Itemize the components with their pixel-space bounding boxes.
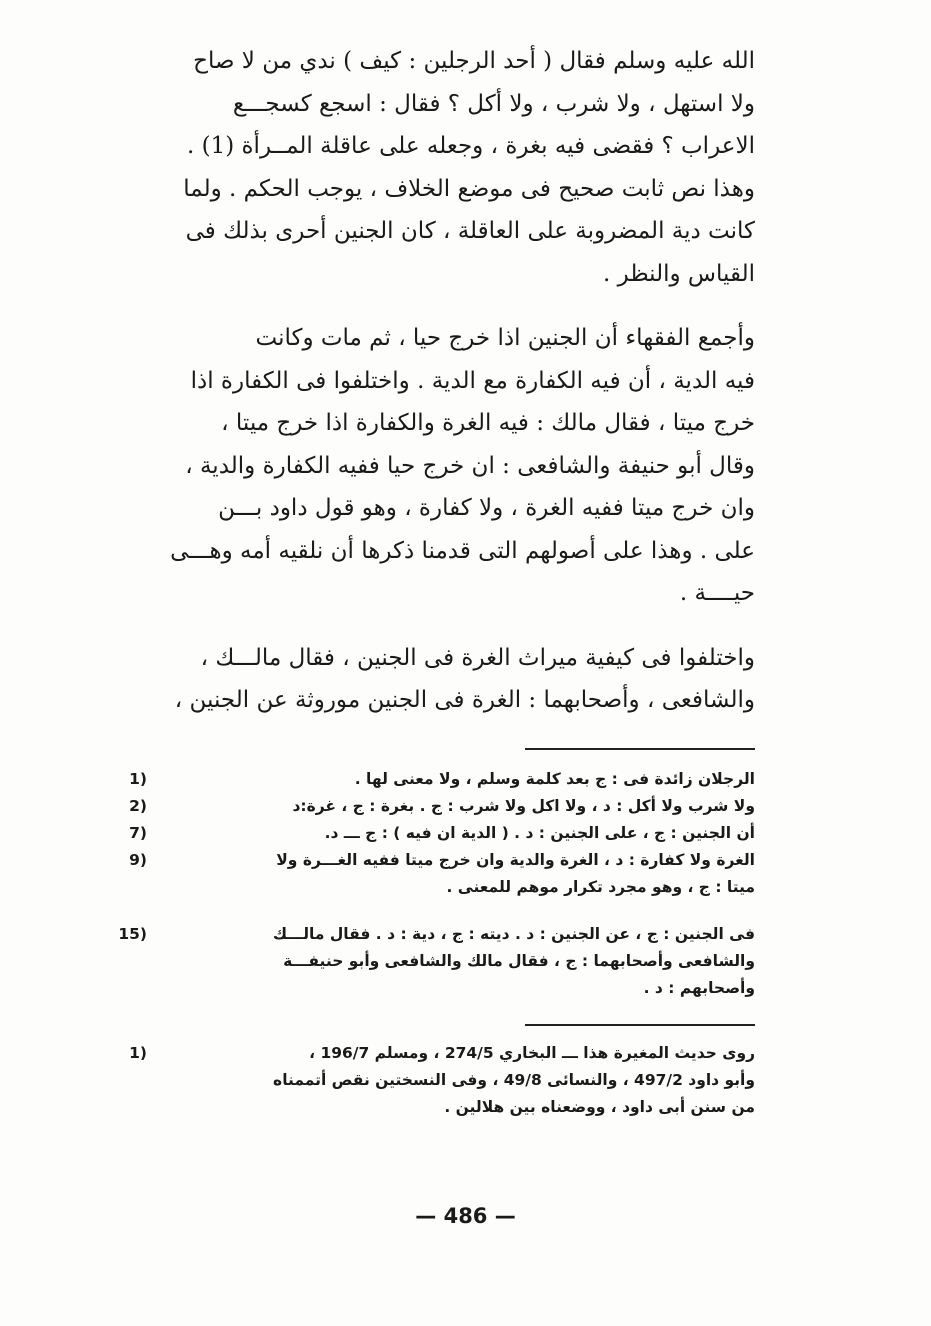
paragraph-2 [95,317,755,615]
text-line: وقال أبو حنيفة والشافعى : ان خرج حيا ففيه الكفارة والدية ، [185,452,755,479]
note-line: الغرة ولا كفارة : د ، الغرة والدية وان خرج ميتا ففيه الغـــرة ولا [276,850,755,869]
note-line: الرجلان زائدة فى : ج بعد كلمة وسلم ، ولا معنى لها . [354,769,755,788]
paragraph-1 [95,40,755,295]
apparatus-group-2 [95,921,755,1002]
text-line: حيــــة . [679,580,755,606]
text-line: ولا استهل ، ولا شرب ، ولا أكل ؟ فقال : اسجع كسجـــع [232,90,755,117]
note-line: ولا شرب ولا أكل : د ، ولا اكل ولا شرب : ج . بغرة : ج ، غرة:د [292,796,755,815]
text-line: وأجمع الفقهاء أن الجنين اذا خرج حيا ، ثم مات وكانت [255,325,755,351]
text-line: واختلفوا فى كيفية ميراث الغرة فى الجنين ، فقال مالـــك ، [200,644,755,671]
apparatus-divider [525,748,755,750]
note-line: والشافعى وأصحابهما : ج ، فقال مالك والشافعى وأبو حنيفـــة [283,951,755,970]
apparatus-note [95,847,755,901]
page-body [95,40,755,1121]
note-text [147,1040,755,1121]
text-line: الله عليه وسلم فقال ( أحد الرجلين : كيف ) ندي من لا صاح [193,48,755,74]
note-text [147,921,755,1002]
text-line: الاعراب ؟ فقضى فيه بغرة ، وجعله على عاقلة المــرأة (1) . [186,133,755,159]
note-line: وأصحابهم : د . [643,978,755,997]
text-line: القياس والنظر . [603,260,755,287]
note-number: 1) [129,769,147,788]
note-line: روى حديث المغيرة هذا ـــ البخاري 274/5 ، ومسلم 196/7 ، [309,1043,755,1062]
apparatus-note [95,820,755,847]
source-footnotes [95,1040,755,1121]
apparatus-note [95,793,755,820]
note-line: فى الجنين : ج ، عن الجنين : د . ديته : ج ، دية : د . فقال مالـــك [272,924,755,943]
text-line: وان خرج ميتا ففيه الغرة ، ولا كفارة ، وهو قول داود بـــن [218,495,755,521]
text-line: خرج ميتا ، فقال مالك : فيه الغرة والكفارة اذا خرج ميتا ، [221,410,755,436]
note-number: 1) [129,1043,147,1062]
apparatus-note [95,921,755,1002]
note-text [147,766,755,793]
note-number: 9) [129,850,147,869]
text-line: والشافعى ، وأصحابهما : الغرة فى الجنين موروثة عن الجنين ، [174,687,755,713]
note-number: 15) [118,924,147,943]
footnote-divider [525,1024,755,1026]
note-text [147,793,755,820]
note-text [147,847,755,901]
note-text [147,820,755,847]
note-number: 2) [129,796,147,815]
apparatus-note [95,766,755,793]
footnote [95,1040,755,1121]
text-line: على . وهذا على أصولهم التى قدمنا ذكرها أن نلقيه أمه وهـــى [170,537,755,564]
page-number: — 486 — [415,1204,516,1228]
note-line: من سنن أبى داود ، ووضعناه بين هلالين . [444,1097,755,1116]
note-line: وأبو داود 497/2 ، والنسائى 49/8 ، وفى النسختين نقص أتممناه [273,1070,755,1089]
note-line: أن الجنين : ج ، على الجنين : د . ( الدية ان فيه ) : ج ـــ د. [324,823,755,842]
text-line: وهذا نص ثابت صحيح فى موضع الخلاف ، يوجب الحكم . ولما [183,175,755,202]
text-line: كانت دية المضروبة على العاقلة ، كان الجنين أحرى بذلك فى [185,218,755,244]
note-number: 7) [129,823,147,842]
text-line: فيه الدية ، أن فيه الكفارة مع الدية . واختلفوا فى الكفارة اذا [190,367,755,394]
note-line: ميتا : ج ، وهو مجرد تكرار موهم للمعنى . [446,877,755,896]
paragraph-3 [95,637,755,722]
critical-apparatus [95,766,755,1002]
